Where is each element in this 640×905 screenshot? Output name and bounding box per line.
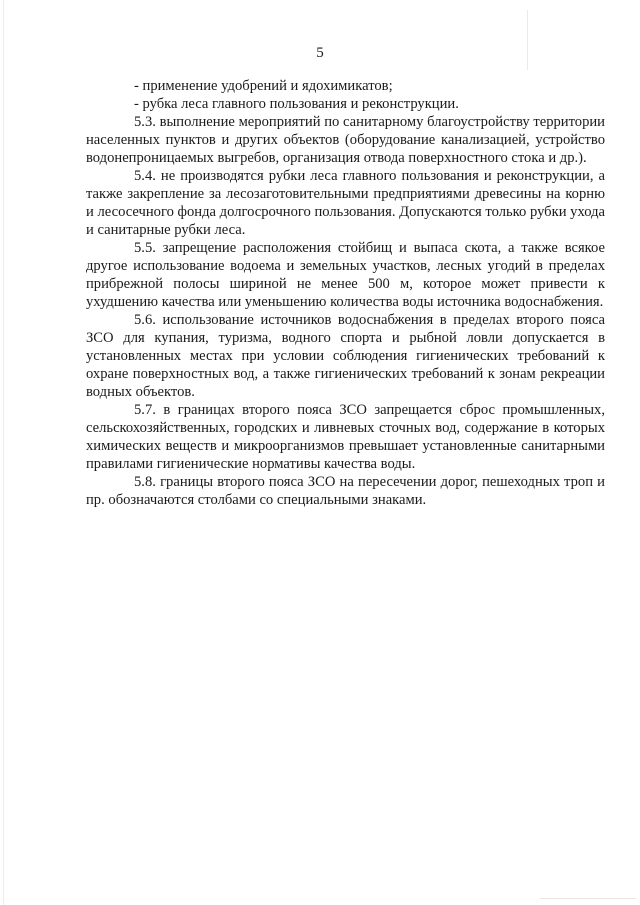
list-item-fertilizers: - применение удобрений и ядохимикатов; (134, 78, 393, 94)
page-number: 5 (316, 45, 324, 61)
paragraph-5-4: 5.4. не производятся рубки леса главного пользования и реконструкции, а также закрепление за лесозаготовительными предприятиями древесины на корню и лесосечного фонда долгосрочного пользования. Допускаются только рубки ухода и санитарные рубки леса. (86, 168, 605, 238)
paragraph-5-8: 5.8. границы второго пояса ЗСО на пересечении дорог, пешеходных троп и пр. обозначаются столбами со специальными знаками. (86, 474, 605, 508)
paragraph-5-3: 5.3. выполнение мероприятий по санитарному благоустройству территории населенных пунктов и других объектов (оборудование канализацией, устройство водонепроницаемых выгребов, организация отвода поверхностного стока и др.). (86, 114, 605, 166)
paragraph-5-6: 5.6. использование источников водоснабжения в пределах второго пояса ЗСО для купания, туризма, водного спорта и рыбной ловли допускается в установленных местах при условии соблюдения гигиенических требований к охране поверхностных вод, а также гигиенических требований к зонам рекреации водных объектов. (86, 312, 605, 400)
list-item-logging: - рубка леса главного пользования и реконструкции. (134, 96, 459, 112)
paragraph-5-7: 5.7. в границах второго пояса ЗСО запрещается сброс промышленных, сельскохозяйственных, городских и ливневых сточных вод, содержание в которых химических веществ и микроорганизмов превышает установленные санитарными правилами гигиенические нормативы качества воды. (86, 402, 605, 472)
scan-edge-left (3, 0, 4, 905)
scan-mark-bottom-right (540, 898, 636, 899)
document-body (86, 77, 605, 509)
paragraph-5-5: 5.5. запрещение расположения стойбищ и выпаса скота, а также всякое другое использование водоема и земельных участков, лесных угодий в пределах прибрежной полосы шириной не менее 500 м, которое может привести к ухудшению качества или уменьшению количества воды источника водоснабжения. (86, 240, 605, 310)
